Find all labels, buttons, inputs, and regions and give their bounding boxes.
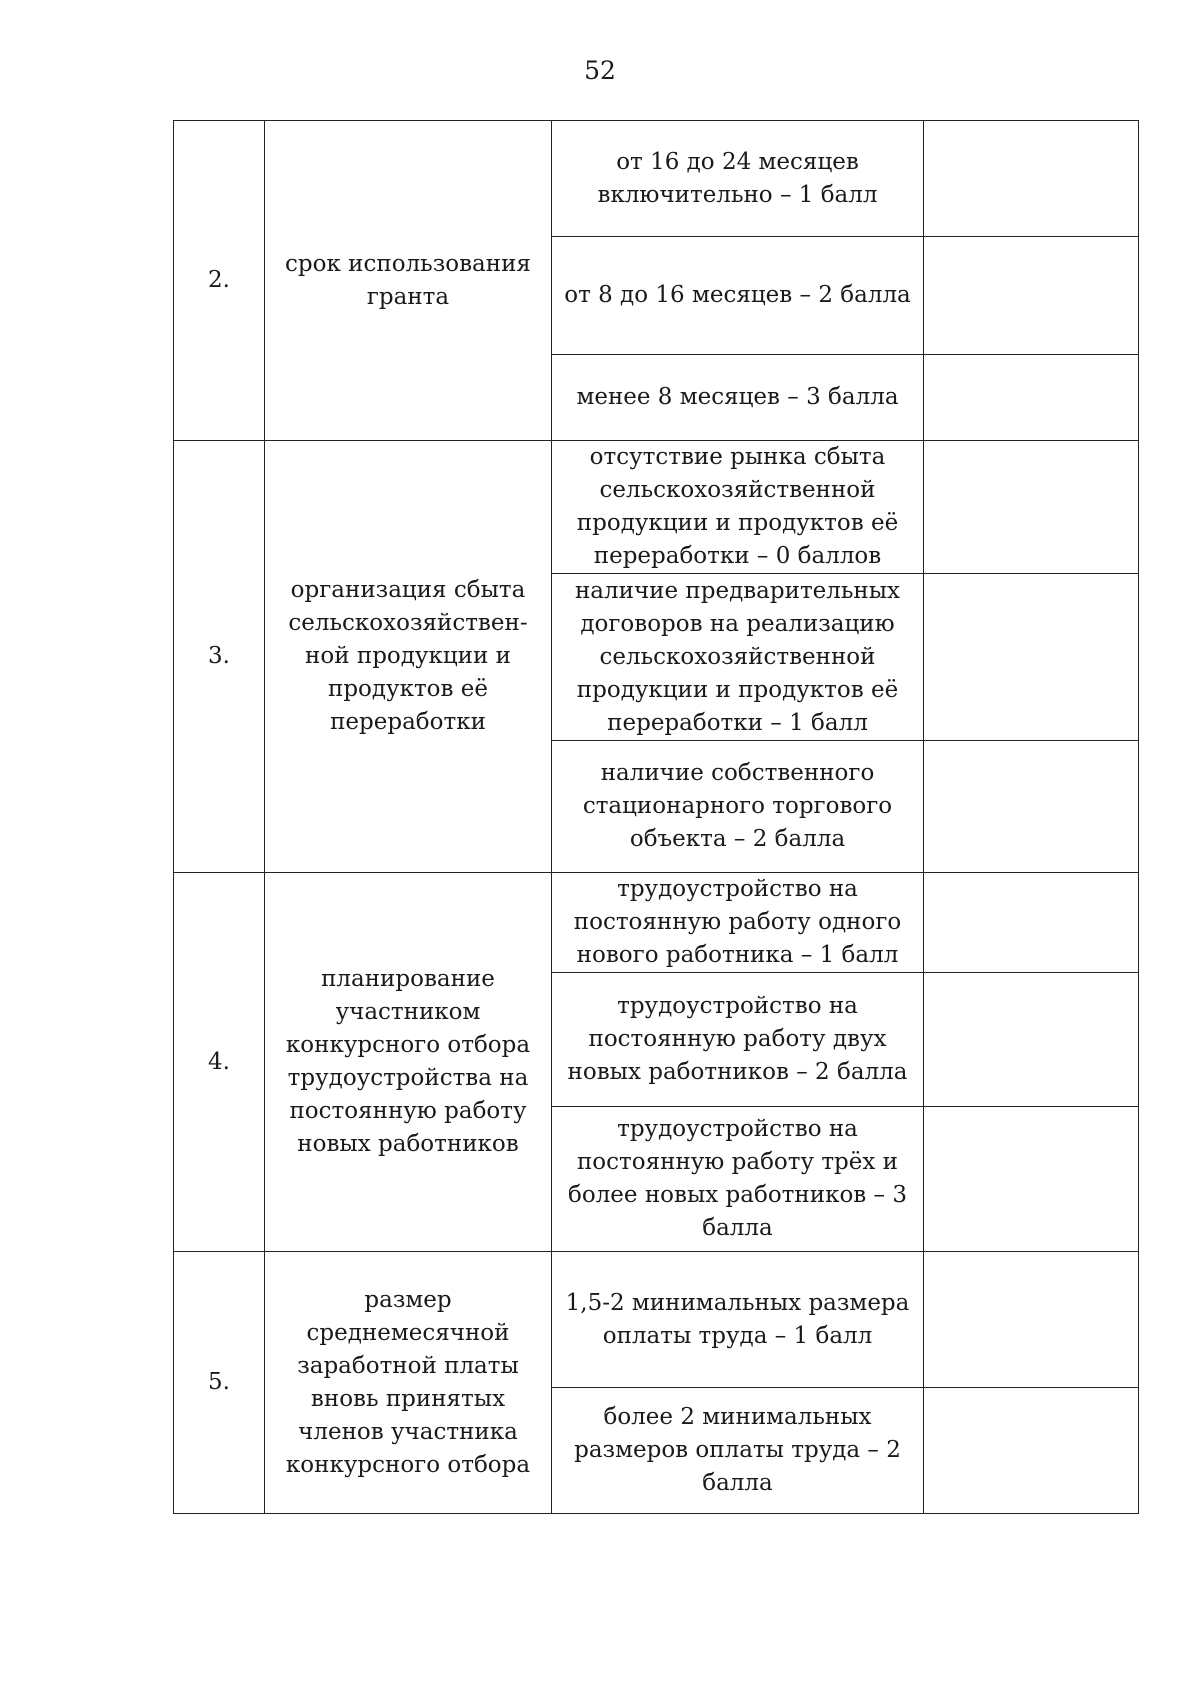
criteria-table [173,120,1139,1514]
criterion-cell: организация сбыта сельскохозяйствен-ной продукции и продуктов её переработки [265,441,552,873]
score-option: 1,5-2 минимальных размера оплаты труда – 1 балл [552,1252,924,1388]
value-cell [924,121,1139,237]
value-cell [924,1107,1139,1252]
score-option: от 8 до 16 месяцев – 2 балла [552,237,924,355]
score-option: от 16 до 24 месяцев включительно – 1 балл [552,121,924,237]
row-number: 3. [174,441,265,873]
criterion-cell: срок использования гранта [265,121,552,441]
value-cell [924,237,1139,355]
value-cell [924,741,1139,873]
score-option: наличие предварительных договоров на реализацию сельскохозяйственной продукции и продуктов её переработки – 1 балл [552,574,924,741]
table-row [174,441,1139,574]
score-option: трудоустройство на постоянную работу одного нового работника – 1 балл [552,873,924,973]
criterion-cell: размер среднемесячной заработной платы вновь принятых членов участника конкурсного отбора [265,1252,552,1514]
row-number: 5. [174,1252,265,1514]
score-option: трудоустройство на постоянную работу трёх и более новых работников – 3 балла [552,1107,924,1252]
table-row [174,1252,1139,1388]
value-cell [924,1252,1139,1388]
value-cell [924,441,1139,574]
value-cell [924,873,1139,973]
value-cell [924,574,1139,741]
table-row [174,873,1139,973]
score-option: отсутствие рынка сбыта сельскохозяйственной продукции и продуктов её переработки – 0 баллов [552,441,924,574]
value-cell [924,1388,1139,1514]
page-number: 52 [584,56,616,85]
table-row [174,121,1139,237]
criterion-cell: планирование участником конкурсного отбора трудоустройства на постоянную работу новых работников [265,873,552,1252]
score-option: менее 8 месяцев – 3 балла [552,355,924,441]
score-option: наличие собственного стационарного торгового объекта – 2 балла [552,741,924,873]
value-cell [924,973,1139,1107]
row-number: 2. [174,121,265,441]
score-option: трудоустройство на постоянную работу двух новых работников – 2 балла [552,973,924,1107]
row-number: 4. [174,873,265,1252]
value-cell [924,355,1139,441]
score-option: более 2 минимальных размеров оплаты труда – 2 балла [552,1388,924,1514]
